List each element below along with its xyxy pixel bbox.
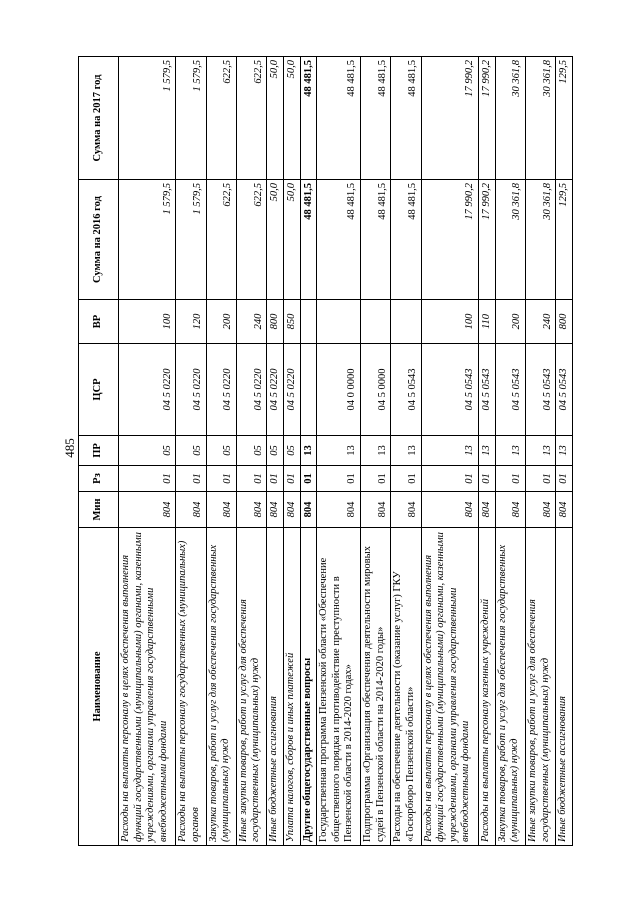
cell-vr <box>391 300 421 344</box>
cell-min: 804 <box>119 492 176 528</box>
table-row <box>267 57 284 846</box>
header-sum-2016: Сумма на 2016 год <box>79 180 119 300</box>
cell-vr: 240 <box>525 300 555 344</box>
budget-table <box>78 56 573 846</box>
cell-sum-2016: 1 579,5 <box>176 180 206 300</box>
cell-sum-2016: 48 481,5 <box>391 180 421 300</box>
cell-rz: 01 <box>236 466 266 492</box>
cell-csr: 04 0 0000 <box>317 344 361 436</box>
cell-min: 804 <box>525 492 555 528</box>
cell-vr <box>300 300 317 344</box>
cell-pr: 05 <box>267 436 284 466</box>
header-name: Наименование <box>79 528 119 846</box>
cell-sum-2017: 30 361,8 <box>495 57 525 180</box>
cell-sum-2017: 50,0 <box>267 57 284 180</box>
table-row <box>361 57 391 846</box>
header-vr: ВР <box>79 300 119 344</box>
header-row <box>79 57 119 846</box>
cell-vr: 100 <box>421 300 478 344</box>
cell-min: 804 <box>176 492 206 528</box>
cell-sum-2017: 48 481,5 <box>391 57 421 180</box>
cell-min: 804 <box>317 492 361 528</box>
cell-name: Закупка товаров, работ и услуг для обеспечения государственных (муниципальных) нужд <box>495 528 525 846</box>
cell-name: Государственная программа Пензенской области «Обеспечение общественного порядка и противодействие преступности в Пензенской области в 2014-2020 годах» <box>317 528 361 846</box>
rotated-table-wrapper <box>78 57 573 846</box>
table-row <box>283 57 300 846</box>
cell-sum-2017: 48 481,5 <box>317 57 361 180</box>
table-row <box>236 57 266 846</box>
table-row <box>556 57 573 846</box>
table-row <box>176 57 206 846</box>
cell-sum-2017: 1 579,5 <box>119 57 176 180</box>
cell-name: Расходы на выплаты персоналу казенных учреждений <box>478 528 495 846</box>
cell-name: Расходы на выплаты персоналу в целях обеспечения выполнения функций государственными (муниципальными) органами, казенными учреждениями, органами управления государственными внебюджетными фондами <box>119 528 176 846</box>
cell-name: Иные закупки товаров, работ и услуг для обеспечения государственных (муниципальных) нужд <box>236 528 266 846</box>
cell-rz: 01 <box>119 466 176 492</box>
cell-sum-2017: 30 361,8 <box>525 57 555 180</box>
cell-min: 804 <box>495 492 525 528</box>
cell-sum-2016: 48 481,5 <box>300 180 317 300</box>
cell-csr: 04 5 0543 <box>421 344 478 436</box>
table-row <box>206 57 236 846</box>
cell-csr: 04 5 0000 <box>361 344 391 436</box>
cell-sum-2016: 622,5 <box>236 180 266 300</box>
cell-sum-2016: 1 579,5 <box>119 180 176 300</box>
cell-pr: 13 <box>361 436 391 466</box>
cell-rz: 01 <box>421 466 478 492</box>
cell-rz: 01 <box>283 466 300 492</box>
table-row <box>495 57 525 846</box>
cell-sum-2016: 48 481,5 <box>361 180 391 300</box>
cell-name: Другие общегосударственные вопросы <box>300 528 317 846</box>
cell-rz: 01 <box>267 466 284 492</box>
cell-sum-2017: 622,5 <box>236 57 266 180</box>
cell-rz: 01 <box>317 466 361 492</box>
cell-name: Расходы на обеспечение деятельности (оказание услуг) ГКУ «Госюрбюро Пензенской области» <box>391 528 421 846</box>
cell-csr <box>300 344 317 436</box>
cell-rz: 01 <box>206 466 236 492</box>
cell-min: 804 <box>556 492 573 528</box>
cell-rz: 01 <box>495 466 525 492</box>
cell-min: 804 <box>391 492 421 528</box>
cell-vr: 200 <box>495 300 525 344</box>
cell-min: 804 <box>206 492 236 528</box>
cell-vr: 200 <box>206 300 236 344</box>
cell-csr: 04 5 0220 <box>119 344 176 436</box>
cell-csr: 04 5 0220 <box>267 344 284 436</box>
cell-min: 804 <box>267 492 284 528</box>
cell-min: 804 <box>236 492 266 528</box>
cell-name: Иные бюджетные ассигнования <box>556 528 573 846</box>
cell-sum-2016: 50,0 <box>283 180 300 300</box>
cell-rz: 01 <box>391 466 421 492</box>
cell-name: Закупка товаров, работ и услуг для обеспечения государственных (муниципальных) нужд <box>206 528 236 846</box>
cell-pr: 13 <box>478 436 495 466</box>
cell-sum-2017: 17 990,2 <box>478 57 495 180</box>
cell-vr: 850 <box>283 300 300 344</box>
cell-pr: 05 <box>206 436 236 466</box>
table-row <box>317 57 361 846</box>
cell-pr: 13 <box>300 436 317 466</box>
cell-vr: 110 <box>478 300 495 344</box>
cell-vr: 800 <box>556 300 573 344</box>
cell-rz: 01 <box>525 466 555 492</box>
cell-rz: 01 <box>556 466 573 492</box>
cell-csr: 04 5 0543 <box>495 344 525 436</box>
cell-csr: 04 5 0220 <box>283 344 300 436</box>
table-row <box>525 57 555 846</box>
cell-pr: 13 <box>421 436 478 466</box>
page-number: 485 <box>62 438 77 458</box>
cell-name: Иные закупки товаров, работ и услуг для обеспечения государственных (муниципальных) нужд <box>525 528 555 846</box>
cell-rz: 01 <box>300 466 317 492</box>
cell-pr: 05 <box>176 436 206 466</box>
cell-vr: 120 <box>176 300 206 344</box>
cell-sum-2017: 48 481,5 <box>300 57 317 180</box>
cell-name: Расходы на выплаты персоналу в целях обеспечения выполнения функций государственными (муниципальными) органами, казенными учреждениями, органами управления государственными внебюджетными фондами <box>421 528 478 846</box>
cell-sum-2016: 129,5 <box>556 180 573 300</box>
cell-sum-2017: 129,5 <box>556 57 573 180</box>
cell-name: Подпрограмма «Организация обеспечения деятельности мировых судей в Пензенской области на 2014-2020 годы» <box>361 528 391 846</box>
cell-sum-2016: 622,5 <box>206 180 236 300</box>
table-row <box>391 57 421 846</box>
cell-name: Иные бюджетные ассигнования <box>267 528 284 846</box>
cell-rz: 01 <box>361 466 391 492</box>
cell-pr: 13 <box>525 436 555 466</box>
cell-vr: 800 <box>267 300 284 344</box>
cell-csr: 04 5 0220 <box>176 344 206 436</box>
cell-pr: 05 <box>283 436 300 466</box>
cell-min: 804 <box>283 492 300 528</box>
cell-csr: 04 5 0543 <box>525 344 555 436</box>
cell-csr: 04 5 0543 <box>556 344 573 436</box>
cell-min: 804 <box>421 492 478 528</box>
cell-min: 804 <box>361 492 391 528</box>
cell-sum-2016: 30 361,8 <box>495 180 525 300</box>
cell-sum-2016: 17 990,2 <box>421 180 478 300</box>
header-sum-2017: Сумма на 2017 год <box>79 57 119 180</box>
table-row <box>421 57 478 846</box>
table-row <box>119 57 176 846</box>
cell-sum-2016: 30 361,8 <box>525 180 555 300</box>
cell-sum-2017: 17 990,2 <box>421 57 478 180</box>
cell-rz: 01 <box>478 466 495 492</box>
cell-csr: 04 5 0543 <box>478 344 495 436</box>
cell-vr <box>317 300 361 344</box>
table-row <box>478 57 495 846</box>
cell-sum-2017: 622,5 <box>206 57 236 180</box>
cell-vr <box>361 300 391 344</box>
cell-name: Уплата налогов, сборов и иных платежей <box>283 528 300 846</box>
header-csr: ЦСР <box>79 344 119 436</box>
cell-pr: 13 <box>495 436 525 466</box>
cell-sum-2016: 48 481,5 <box>317 180 361 300</box>
cell-pr: 13 <box>391 436 421 466</box>
table-row <box>300 57 317 846</box>
header-pr: ПР <box>79 436 119 466</box>
cell-vr: 240 <box>236 300 266 344</box>
header-min: Мин <box>79 492 119 528</box>
rotated-table-container <box>78 57 573 846</box>
cell-min: 804 <box>478 492 495 528</box>
cell-min: 804 <box>300 492 317 528</box>
cell-pr: 05 <box>236 436 266 466</box>
cell-vr: 100 <box>119 300 176 344</box>
cell-csr: 04 5 0543 <box>391 344 421 436</box>
cell-pr: 13 <box>317 436 361 466</box>
cell-sum-2017: 50,0 <box>283 57 300 180</box>
cell-csr: 04 5 0220 <box>236 344 266 436</box>
cell-rz: 01 <box>176 466 206 492</box>
header-rz: Рз <box>79 466 119 492</box>
cell-sum-2017: 48 481,5 <box>361 57 391 180</box>
cell-sum-2016: 50,0 <box>267 180 284 300</box>
table-body <box>119 57 573 846</box>
cell-sum-2016: 17 990,2 <box>478 180 495 300</box>
cell-csr: 04 5 0220 <box>206 344 236 436</box>
cell-pr: 05 <box>119 436 176 466</box>
cell-sum-2017: 1 579,5 <box>176 57 206 180</box>
cell-pr: 13 <box>556 436 573 466</box>
cell-name: Расходы на выплаты персоналу государственных (муниципальных) органов <box>176 528 206 846</box>
